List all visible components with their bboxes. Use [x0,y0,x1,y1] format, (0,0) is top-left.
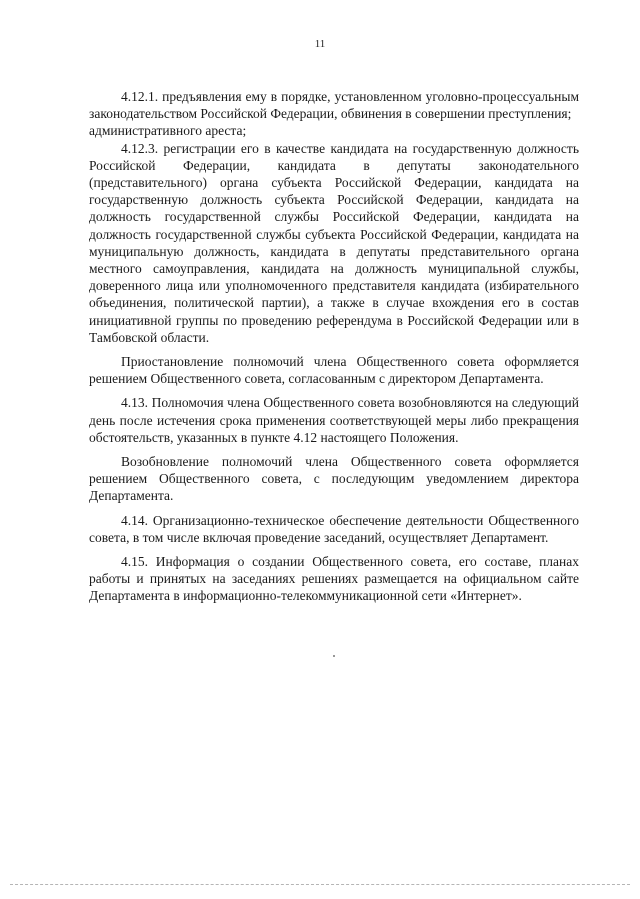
paragraph-4-14: 4.14. Организационно-техническое обеспечение деятельности Общественного совета, в том числе включая проведение заседаний, осуществляет Департамент. [89,512,579,545]
document-body [89,88,579,605]
paragraph-4-13: 4.13. Полномочия члена Общественного совета возобновляются на следующий день после истечения срока применения соответствующей меры либо прекращения обстоятельств, указанных в пункте 4.12 настоящего Положения. [89,395,579,445]
paragraph-suspension: Приостановление полномочий члена Общественного совета оформляется решением Общественного совета, согласованным с директором Департамента. [89,354,579,387]
paragraph-4-12-1: 4.12.1. предъявления ему в порядке, установленном уголовно-процессуальным законодательством Российской Федерации, обвинения в совершении преступления; [89,89,579,122]
scan-bottom-edge [10,884,630,885]
paragraph-arrest: административного ареста; [89,123,247,139]
paragraph-4-12-3: 4.12.3. регистрации его в качестве кандидата на государственную должность Российской Федерации, кандидата в депутаты законодательного (представительного) органа субъекта Российской Федерации, кандидата на государственную должность субъекта Российской Федерации, кандидата на должность государственной службы Российской Федерации, кандидата на должность государственной службы субъекта Российской Федерации, кандидата на муниципальную должность, кандидата в депутаты представительного органа местного самоуправления, кандидата на должность муниципальной службы, доверенного лица или уполномоченного представителя кандидата (избирательного объединения, политической партии), а также в случае вхождения его в состав инициативной группы по проведению референдума в Российской Федерации или в Тамбовской области. [89,140,579,345]
paragraph-resumption: Возобновление полномочий члена Общественного совета оформляется решением Общественного совета, с последующим уведомлением директора Департамента. [89,454,579,504]
paragraph-4-15: 4.15. Информация о создании Общественного совета, его составе, планах работы и принятых на заседаниях решениях размещается на официальном сайте Департамента в информационно-телекоммуникационной сети «Интернет». [89,554,579,604]
page-number: 11 [314,38,326,50]
scan-speck [333,655,335,657]
